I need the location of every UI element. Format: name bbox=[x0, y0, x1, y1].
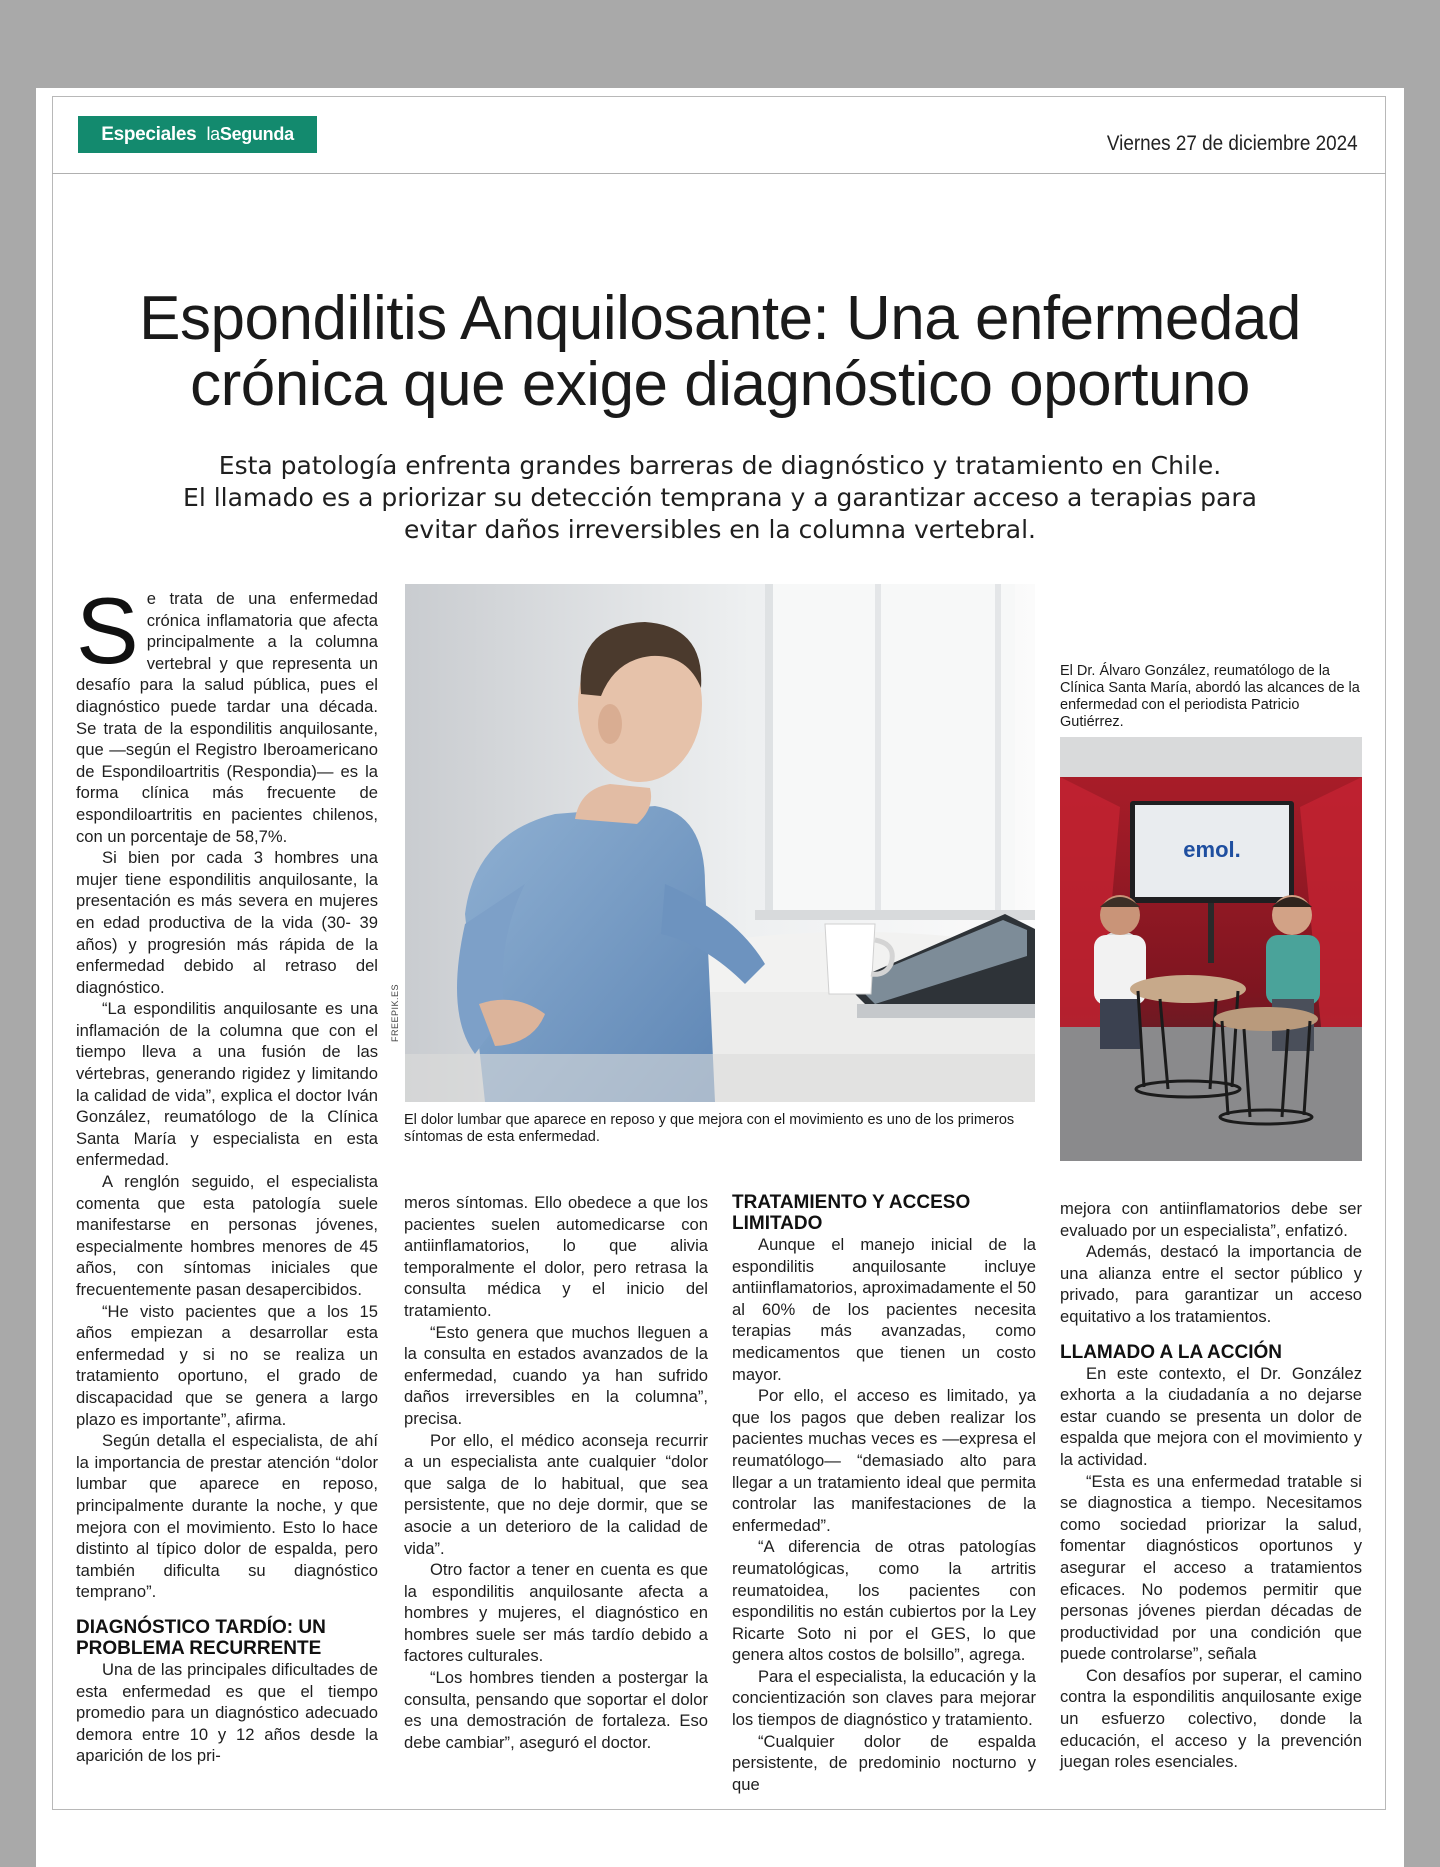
article-column-4 bbox=[1060, 1198, 1362, 1773]
dropcap: S bbox=[76, 578, 139, 683]
brand-especiales: Especiales bbox=[101, 123, 197, 145]
headline-line-1: Espondilitis Anquilosante: Una enfermedad bbox=[139, 284, 1301, 353]
paragraph: “Los hombres tienden a postergar la consulta, pensando que soportar el dolor es una demostración de fortaleza. Eso debe cambiar”, aseguró el doctor. bbox=[404, 1668, 708, 1752]
paragraph: “Esta es una enfermedad tratable si se diagnostica a tiempo. Necesitamos como sociedad priorizar la salud, fomentar diagnósticos oportunos y asegurar el acceso a tratamientos eficaces. No podemos permitir que personas jóvenes pierdan décadas de productividad por una condición que puede controlarse”, señala bbox=[1060, 1471, 1362, 1664]
article-column-1 bbox=[76, 578, 378, 1767]
paragraph: “Cualquier dolor de espalda persistente, de predominio nocturno y que bbox=[732, 1731, 1036, 1794]
side-photo-caption: El Dr. Álvaro González, reumatólogo de la Clínica Santa María, abordó las alcances de la enfermedad con el periodista Patricio Gutiérrez. bbox=[1060, 663, 1360, 730]
paragraph: Otro factor a tener en cuenta es que la espondilitis anquilosante afecta a hombres y mujeres, el diagnóstico en hombres suele ser más tardío debido a factores culturales. bbox=[404, 1560, 708, 1666]
paragraph: Además, destacó la importancia de una alianza entre el sector público y privado, para garantizar un acceso equitativo a los tratamientos. bbox=[1060, 1242, 1362, 1326]
paragraph: A renglón seguido, el especialista comenta que esta patología suele manifestarse en personas jóvenes, especialmente hombres menores de 45 años, con síntomas iniciales que frecuentemente pasan desapercibidos. bbox=[76, 1172, 378, 1299]
subhead-llamado: LLAMADO A LA ACCIÓN bbox=[1060, 1341, 1282, 1363]
paragraph: Con desafíos por superar, el camino contra la espondilitis anquilosante exige un esfuerzo colectivo, donde la educación, el acceso y la prevención juegan roles esenciales. bbox=[1060, 1665, 1362, 1772]
subhead-tratamiento: TRATAMIENTO Y ACCESO LIMITADO bbox=[732, 1192, 971, 1234]
main-photo-caption: El dolor lumbar que aparece en reposo y que mejora con el movimiento es uno de los primeros síntomas de esta enfermedad. bbox=[404, 1112, 1015, 1145]
brand-la: la bbox=[206, 124, 220, 144]
side-photo-interview bbox=[1060, 737, 1362, 1161]
paragraph: Por ello, el médico aconseja recurrir a un especialista ante cualquier “dolor que salga de lo habitual, que sea persistente, que no deje dormir, que se asocie a un deterioro de la calidad de vida”. bbox=[404, 1430, 708, 1558]
main-photo-illustration bbox=[405, 584, 1035, 1102]
article-column-2 bbox=[404, 1192, 708, 1753]
paragraph: meros síntomas. Ello obedece a que los pacientes suelen automedicarse con antiinflamatorios, lo que alivia temporalmente el dolor, pero retrasa la consulta médica y el inicio del tratamiento. bbox=[404, 1193, 708, 1320]
paragraph: Para el especialista, la educación y la concientización son claves para mejorar los tiempos de diagnóstico y tratamiento. bbox=[732, 1666, 1036, 1730]
photo-credit: FREEPIK.ES bbox=[390, 983, 400, 1042]
paragraph: Si bien por cada 3 hombres una mujer tiene espondilitis anquilosante, la presentación es más severa en mujeres en edad productiva de la vida (30- 39 años) y progresión más rápida de la enfermedad debido al retraso del diagnóstico. bbox=[76, 848, 378, 997]
interview-photo-illustration bbox=[1060, 737, 1362, 1161]
brand-logo bbox=[78, 116, 317, 153]
paragraph: “Esto genera que muchos lleguen a la consulta en estados avanzados de la enfermedad, cuando ya han sufrido daños irreversibles en la columna”, precisa. bbox=[404, 1322, 708, 1428]
issue-date: Viernes 27 de diciembre 2024 bbox=[1107, 132, 1358, 155]
article-column-3 bbox=[732, 1192, 1036, 1795]
paragraph: Por ello, el acceso es limitado, ya que los pagos que deben realizar los pacientes muchas veces es —expresa el reumatólogo— “demasiado alto para llegar a un tratamiento ideal que permita controlar las manifestaciones de la enfermedad”. bbox=[732, 1386, 1036, 1535]
paragraph: Según detalla el especialista, de ahí la importancia de prestar atención “dolor lumbar que aparece en reposo, principalmente durante la noche, y que mejora con el movimiento. Esto lo hace distinto al típico dolor de espalda, pero también dificulta su diagnóstico temprano”. bbox=[76, 1431, 378, 1602]
subhead-diagnostico: DIAGNÓSTICO TARDÍO: UN PROBLEMA RECURRENTE bbox=[76, 1616, 326, 1659]
brand-segunda: Segunda bbox=[219, 124, 294, 144]
paragraph: En este contexto, el Dr. González exhorta a la ciudadanía a no dejarse estar cuando se presenta un dolor de espalda que mejora con el movimiento y la actividad. bbox=[1060, 1363, 1362, 1469]
main-photo-man-back-pain bbox=[405, 584, 1035, 1102]
paragraph bbox=[76, 578, 378, 847]
deck-line-1: Esta patología enfrenta grandes barreras de diagnóstico y tratamiento en Chile. bbox=[218, 451, 1222, 480]
deck bbox=[140, 450, 1300, 546]
headline bbox=[80, 286, 1360, 418]
emol-screen-logo: emol. bbox=[1183, 837, 1241, 862]
paragraph: Aunque el manejo inicial de la espondilitis anquilosante incluye antiinflamatorios, aproximadamente el 50 al 60% de los pacientes necesita terapias más avanzadas, como medicamentos que tienen un costo mayor. bbox=[732, 1235, 1036, 1384]
header-divider bbox=[52, 173, 1386, 174]
deck-line-2: El llamado es a priorizar su detección temprana y a garantizar acceso a terapias para bbox=[183, 483, 1257, 512]
paragraph: “A diferencia de otras patologías reumatológicas, como la artritis reumatoidea, los pacientes con espondilitis no están cubiertos por la Ley Ricarte Soto ni por el GES, lo que genera altos costos de bolsillo”, agrega. bbox=[732, 1537, 1036, 1665]
deck-line-3: evitar daños irreversibles en la columna vertebral. bbox=[404, 515, 1036, 544]
headline-line-2: crónica que exige diagnóstico oportuno bbox=[190, 350, 1250, 419]
paragraph: “He visto pacientes que a los 15 años empiezan a desarrollar esta enfermedad y si no se realiza un tratamiento oportuno, el grado de discapacidad que se genera a largo plazo es importante”, afirma. bbox=[76, 1301, 378, 1429]
paragraph: “La espondilitis anquilosante es una inflamación de la columna que con el tiempo lleva a una fusión de las vértebras, generando rigidez y limitando la calidad de vida”, explica el doctor Iván González, reumatólogo de la Clínica Santa María y especialista en esta enfermedad. bbox=[76, 999, 378, 1170]
paragraph: mejora con antiinflamatorios debe ser evaluado por un especialista”, enfatizó. bbox=[1060, 1199, 1362, 1240]
paragraph: Una de las principales dificultades de esta enfermedad es que el tiempo promedio para un diagnóstico adecuado demora entre 10 y 12 años desde la aparición de los pri- bbox=[76, 1659, 378, 1766]
paragraph-text: e trata de una enfermedad crónica inflamatoria que afecta principalmente a la columna vertebral y que representa un desafío para la salud pública, pues el diagnóstico puede tardar una década. Se trata de la espondilitis anquilosante, que —según el Registro Iberoamericano de Espondiloartritis (Respondia)— es la forma clínica más frecuente de espondiloartritis en pacientes chilenos, con un porcentaje de 58,7%. bbox=[76, 589, 378, 846]
